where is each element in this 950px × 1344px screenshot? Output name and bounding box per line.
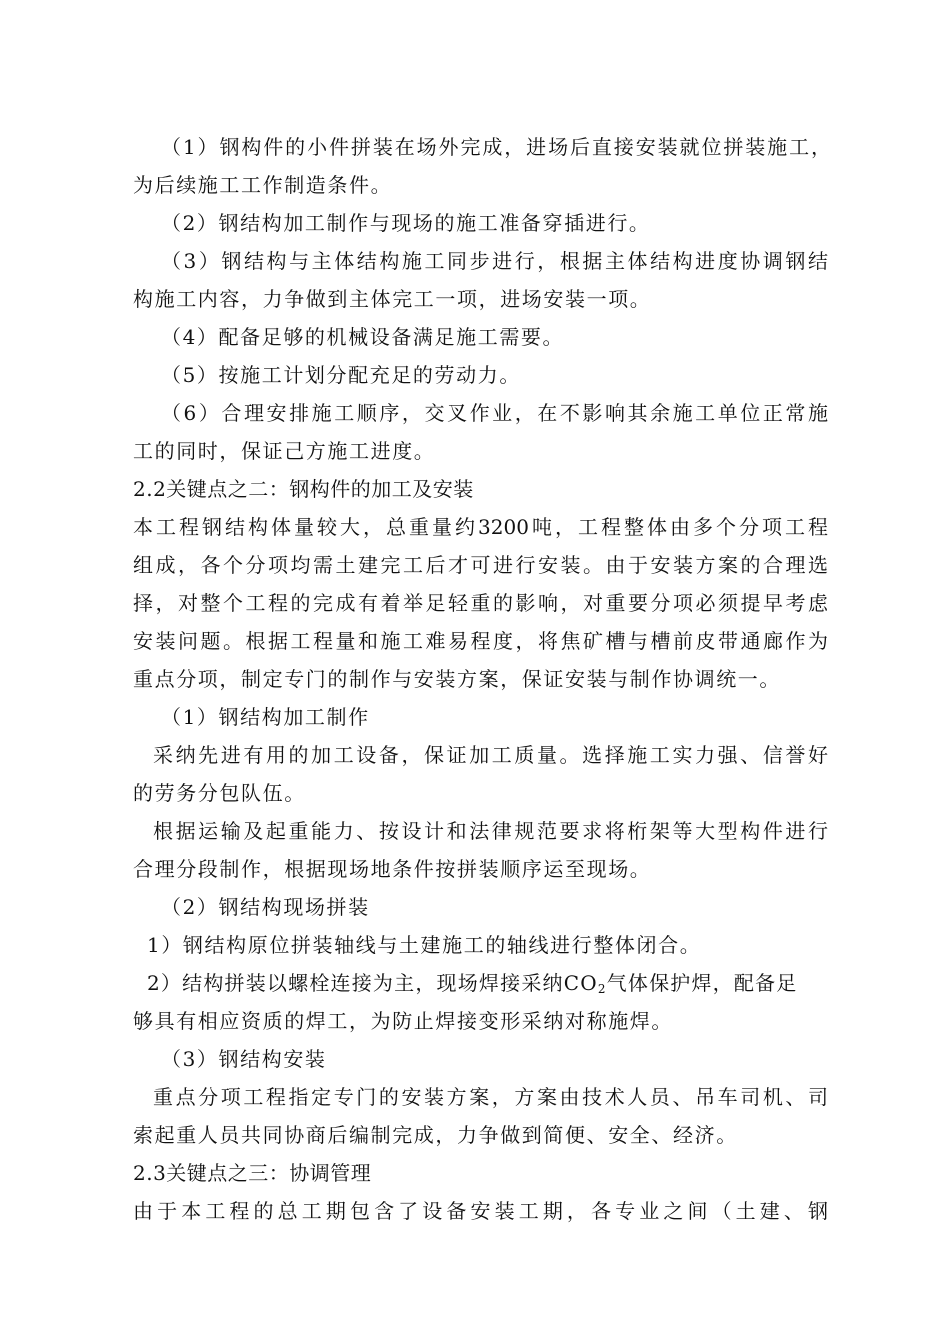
paragraph-line: 采纳先进有用的加工设备，保证加工质量。选择施工实力强、信誉好 xyxy=(153,743,828,767)
paragraph-line: 安装问题。根据工程量和施工难易程度，将焦矿槽与槽前皮带通廊作为 xyxy=(133,629,828,653)
co2-line-end: 配备足 xyxy=(733,971,798,995)
paragraph-line: （1）钢构件的小件拼装在场外完成，进场后直接安装就位拼装施工， xyxy=(161,135,831,159)
subheading: （1）钢结构加工制作 xyxy=(161,705,370,729)
paragraph-line: 根据运输及起重能力、按设计和法律规范要求将桁架等大型构件进行 xyxy=(153,819,828,843)
paragraph-line: 为后续施工工作制造条件。 xyxy=(133,173,393,197)
paragraph-line: 择，对整个工程的完成有着举足轻重的影响，对重要分项必须提早考虑 xyxy=(133,591,828,615)
co2-line-prefix: 2）结构拼装以螺栓连接为主，现场焊接采纳CO xyxy=(147,971,598,995)
paragraph-line: 本工程钢结构体量较大，总重量约3200吨，工程整体由多个分项工程 xyxy=(133,515,828,539)
subheading: （3）钢结构安装 xyxy=(161,1047,327,1071)
paragraph-line: （4）配备足够的机械设备满足施工需要。 xyxy=(161,325,565,349)
paragraph-line: （5）按施工计划分配充足的劳动力。 xyxy=(161,363,521,387)
paragraph-line: 1）钢结构原位拼装轴线与土建施工的轴线进行整体闭合。 xyxy=(147,933,702,957)
paragraph-line: （3）钢结构与主体结构施工同步进行，根据主体结构进度协调钢结 xyxy=(161,249,828,273)
paragraph-line-co2 xyxy=(147,965,828,1001)
section-heading: 2.2关键点之二：钢构件的加工及安装 xyxy=(133,477,474,501)
paragraph-line: （2）钢结构加工制作与现场的施工准备穿插进行。 xyxy=(161,211,651,235)
section-heading: 2.3关键点之三：协调管理 xyxy=(133,1161,372,1185)
paragraph-line: 组成，各个分项均需土建完工后才可进行安装。由于安装方案的合理选 xyxy=(133,553,828,577)
paragraph-line: 够具有相应资质的焊工，为防止焊接变形采纳对称施焊。 xyxy=(133,1009,673,1033)
paragraph-line: 重点分项，制定专门的制作与安装方案，保证安装与制作协调统一。 xyxy=(133,667,781,691)
paragraph-line: 构施工内容，力争做到主体完工一项，进场安装一项。 xyxy=(133,287,652,311)
paragraph-line: （6）合理安排施工顺序，交叉作业，在不影响其余施工单位正常施 xyxy=(161,401,828,425)
paragraph-line: 工的同时，保证己方施工进度。 xyxy=(133,439,436,463)
co2-line-suffix: 气体保护焊， xyxy=(606,971,734,995)
paragraph-line: 的劳务分包队伍。 xyxy=(133,781,306,805)
paragraph-line: 由于本工程的总工期包含了设备安装工期，各专业之间（土建、钢 xyxy=(133,1199,828,1223)
paragraph-line: 合理分段制作，根据现场地条件按拼装顺序运至现场。 xyxy=(133,857,652,881)
paragraph-line: 重点分项工程指定专门的安装方案，方案由技术人员、吊车司机、司 xyxy=(153,1085,828,1109)
subheading: （2）钢结构现场拼装 xyxy=(161,895,370,919)
paragraph-line: 索起重人员共同协商后编制完成，力争做到简便、安全、经济。 xyxy=(133,1123,738,1147)
co2-subscript: 2 xyxy=(597,982,607,996)
